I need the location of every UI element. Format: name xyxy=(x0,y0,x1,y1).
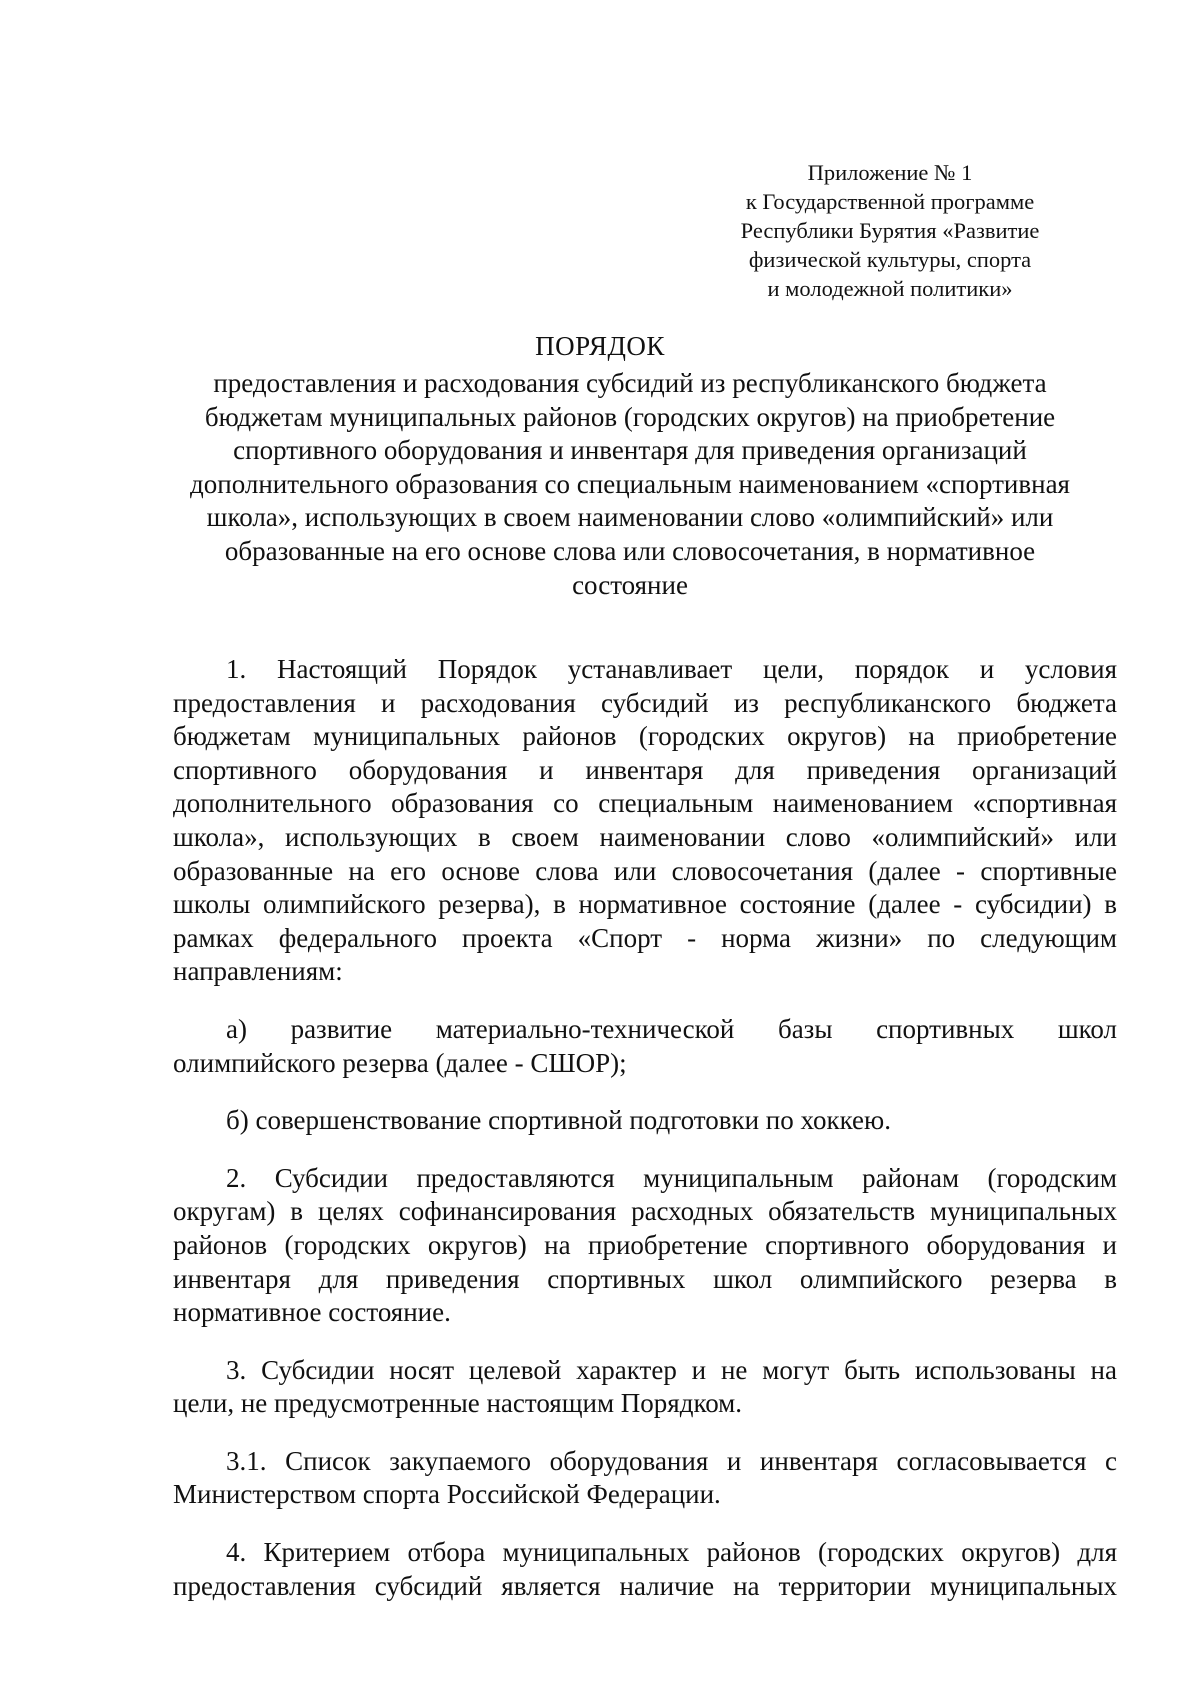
paragraph-line: образованные на его основе слова или словосочетания (далее - спортивные xyxy=(173,855,1117,886)
paragraph-line: предоставления и расходования субсидий из республиканского бюджета xyxy=(173,687,1117,718)
paragraph-line: олимпийского резерва (далее - СШОР); xyxy=(173,1047,627,1078)
paragraph-line: 3.1. Список закупаемого оборудования и инвентаря согласовывается с xyxy=(226,1445,1117,1476)
appendix-line: к Государственной программе xyxy=(745,189,1035,214)
subtitle-line: предоставления и расходования субсидий из республиканского бюджета xyxy=(213,368,1047,398)
appendix-line: физической культуры, спорта xyxy=(748,247,1032,272)
paragraph-line: 2. Субсидии предоставляются муниципальным районам (городским xyxy=(226,1162,1117,1193)
paragraph xyxy=(173,1445,1117,1512)
paragraph xyxy=(173,1104,1117,1138)
paragraph-line: нормативное состояние. xyxy=(173,1297,451,1328)
paragraph xyxy=(173,1354,1117,1421)
paragraph xyxy=(173,1162,1117,1330)
appendix-line: Приложение № 1 xyxy=(807,160,973,185)
appendix-note xyxy=(690,158,1090,303)
paragraph-line: рамках федерального проекта «Спорт - норма жизни» по следующим xyxy=(173,922,1117,953)
paragraph-line: районов (городских округов) на приобретение спортивного оборудования и xyxy=(173,1229,1117,1260)
paragraph-line: Министерством спорта Российской Федерации. xyxy=(173,1479,721,1510)
paragraph-line: инвентаря для приведения спортивных школ олимпийского резерва в xyxy=(173,1263,1117,1294)
paragraph-line: а) развитие материально-технической базы спортивных школ xyxy=(226,1013,1117,1044)
paragraph-line: спортивного оборудования и инвентаря для приведения организаций xyxy=(173,754,1117,785)
paragraph-line: школа», использующих в своем наименовании слово «олимпийский» или xyxy=(173,821,1117,852)
paragraph xyxy=(173,653,1117,989)
subtitle-line: бюджетам муниципальных районов (городских округов) на приобретение xyxy=(204,401,1056,432)
paragraph-line: 3. Субсидии носят целевой характер и не могут быть использованы на xyxy=(226,1354,1117,1385)
paragraph-line: округам) в целях софинансирования расходных обязательств муниципальных xyxy=(173,1196,1117,1227)
paragraph-line: предоставления субсидий является наличие на территории муниципальных xyxy=(173,1570,1117,1601)
subtitle-line: образованные на его основе слова или словосочетания, в нормативное xyxy=(224,535,1036,566)
appendix-line: и молодежной политики» xyxy=(767,276,1013,301)
subtitle-line: состояние xyxy=(572,569,688,600)
paragraph-line: 4. Критерием отбора муниципальных районов (городских округов) для xyxy=(226,1537,1117,1568)
paragraph xyxy=(173,1536,1117,1603)
document-body xyxy=(173,653,1117,1627)
subtitle-line: дополнительного образования со специальным наименованием «спортивная xyxy=(190,468,1070,499)
document-subtitle xyxy=(160,367,1100,602)
paragraph-line: направлениям: xyxy=(173,956,343,987)
subtitle-line: спортивного оборудования и инвентаря для приведения организаций xyxy=(233,435,1027,466)
paragraph xyxy=(173,1013,1117,1080)
subtitle-line: школа», использующих в своем наименовании слово «олимпийский» или xyxy=(206,502,1054,533)
paragraph-line: 1. Настоящий Порядок устанавливает цели, порядок и условия xyxy=(226,654,1117,684)
paragraph-line: школы олимпийского резерва), в нормативное состояние (далее - субсидии) в xyxy=(173,889,1117,920)
paragraph-line: цели, не предусмотренные настоящим Порядком. xyxy=(173,1388,743,1419)
appendix-line: Республики Бурятия «Развитие xyxy=(740,218,1040,243)
paragraph-line: бюджетам муниципальных районов (городских округов) на приобретение xyxy=(173,721,1117,752)
document-title: ПОРЯДОК xyxy=(535,331,665,361)
paragraph-line: дополнительного образования со специальным наименованием «спортивная xyxy=(173,788,1117,819)
paragraph-line: б) совершенствование спортивной подготовки по хоккею. xyxy=(226,1105,891,1136)
